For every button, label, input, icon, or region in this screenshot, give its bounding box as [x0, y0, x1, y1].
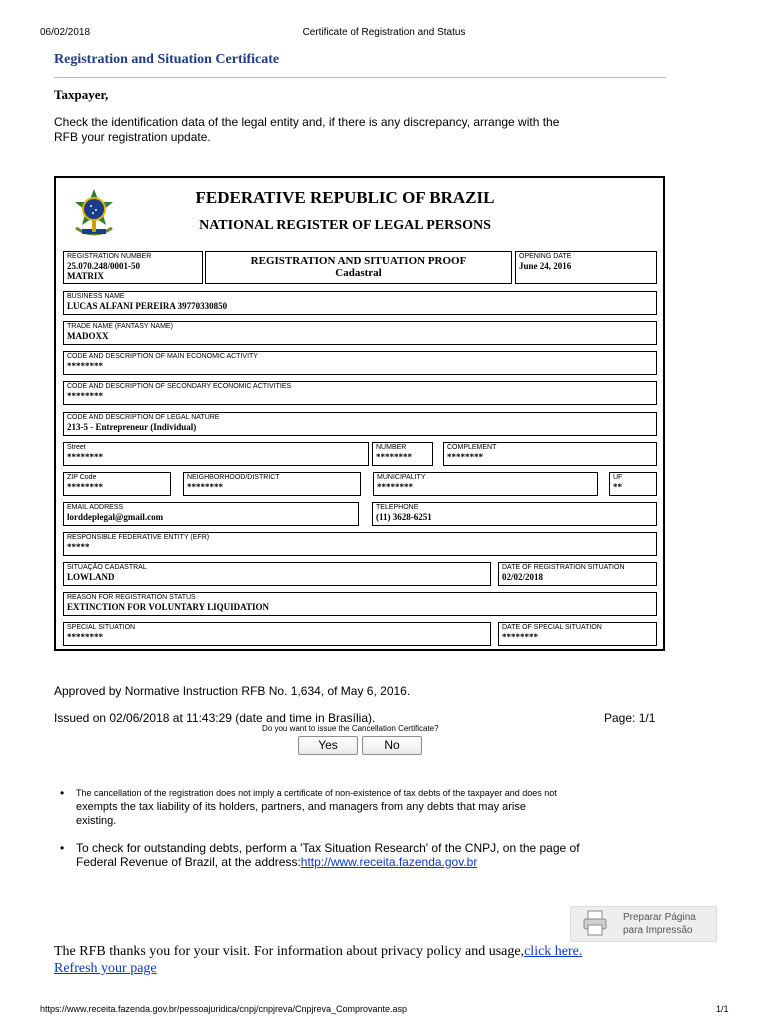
thanks-text: [54, 944, 582, 960]
field-label: TELEPHONE: [376, 504, 419, 511]
field-label: NUMBER: [376, 444, 407, 451]
number-value: ********: [376, 452, 412, 462]
privacy-link[interactable]: click here.: [524, 944, 583, 959]
reason-box: [63, 592, 657, 616]
field-label: Street: [67, 444, 86, 451]
registration-proof-box: [205, 251, 512, 284]
registration-number-box: [63, 251, 203, 284]
municipality-value: ********: [377, 482, 413, 492]
field-label: COMPLEMENT: [447, 444, 497, 451]
field-label: NEIGHBORHOOD/DISTRICT: [187, 474, 280, 481]
street-value: ********: [67, 452, 103, 462]
neighborhood-box: [183, 472, 361, 496]
main-activity-value: ********: [67, 361, 103, 371]
intro-text: [54, 115, 614, 145]
print-page-count: 1/1: [716, 1004, 729, 1014]
field-label: DATE OF SPECIAL SITUATION: [502, 624, 602, 631]
efr-value: *****: [67, 542, 90, 552]
divider: [54, 77, 666, 78]
neighborhood-value: ********: [187, 482, 223, 492]
reason-value: EXTINCTION FOR VOLUNTARY LIQUIDATION: [67, 602, 269, 612]
field-label: UF: [613, 474, 623, 481]
registration-number-value: 25.070.248/0001-50: [67, 261, 140, 271]
no-button[interactable]: No: [362, 736, 422, 755]
situation-date-value: 02/02/2018: [502, 572, 544, 582]
page-title: Registration and Situation Certificate: [54, 52, 280, 67]
email-box: [63, 502, 359, 526]
field-label: REASON FOR REGISTRATION STATUS: [67, 594, 196, 601]
field-label: CODE AND DESCRIPTION OF LEGAL NATURE: [67, 414, 220, 421]
intro-line-1: Check the identification data of the legal entity and, if there is any discrepancy, arrange with the: [54, 115, 560, 129]
note-text: Federal Revenue of Brazil, at the address:: [76, 855, 301, 869]
legal-nature-value: 213-5 - Entrepreneur (Individual): [67, 422, 197, 432]
municipality-box: [373, 472, 598, 496]
field-label: TRADE NAME (FANTASY NAME): [67, 323, 173, 330]
field-label: DATE OF REGISTRATION SITUATION: [502, 564, 625, 571]
complement-box: [443, 442, 657, 466]
trade-name-value: MADOXX: [67, 331, 109, 341]
special-situation-box: [63, 622, 491, 646]
note-line: • The cancellation of the registration does not imply a certificate of non-existence of tax debts of the taxpayer and does not: [76, 788, 557, 798]
cancellation-question: Do you want to issue the Cancellation Certificate?: [262, 724, 439, 733]
field-label: SITUAÇÃO CADASTRAL: [67, 564, 147, 571]
note-line: existing.: [76, 815, 117, 827]
approved-note: Approved by Normative Instruction RFB No. 1,634, of May 6, 2016.: [54, 684, 411, 698]
trade-name-box: [63, 321, 657, 345]
field-label: EMAIL ADDRESS: [67, 504, 124, 511]
business-name-value: LUCAS ALFANI PEREIRA 39770330850: [67, 301, 228, 311]
print-title: Certificate of Registration and Status: [302, 27, 466, 38]
print-date: 06/02/2018: [40, 27, 91, 38]
certificate-subtitle: NATIONAL REGISTER OF LEGAL PERSONS: [199, 218, 491, 233]
email-value: lorddeplegal@gmail.com: [67, 512, 164, 522]
street-box: [63, 442, 369, 466]
receita-link[interactable]: http://www.receita.fazenda.gov.br: [300, 855, 478, 869]
opening-date-value: June 24, 2016: [519, 261, 572, 271]
field-label: BUSINESS NAME: [67, 293, 125, 300]
print-label-line: para Impressão: [623, 925, 693, 936]
print-label-line: Preparar Página: [623, 912, 696, 923]
yes-button[interactable]: Yes: [298, 736, 358, 755]
field-label: REGISTRATION NUMBER: [67, 253, 152, 260]
intro-line-2: RFB your registration update.: [54, 130, 211, 144]
uf-box: [609, 472, 657, 496]
note-cancellation: [76, 786, 666, 828]
complement-value: ********: [447, 452, 483, 462]
legal-nature-box: [63, 412, 657, 436]
note-line: [76, 855, 666, 869]
telephone-value: (11) 3628-6251: [376, 512, 432, 522]
field-label: ZIP Code: [67, 474, 97, 481]
taxpayer-label: Taxpayer,: [54, 87, 109, 102]
refresh-link[interactable]: Refresh your page: [54, 961, 157, 976]
print-url: https://www.receita.fazenda.gov.br/pessoajuridica/cnpj/cnpjreva/Cnpjreva_Comprovante.asp: [40, 1004, 408, 1014]
note-debts: [76, 841, 666, 869]
field-label: MUNICIPALITY: [377, 474, 426, 481]
printer-icon: [583, 910, 607, 936]
main-activity-box: [63, 351, 657, 375]
telephone-box: [372, 502, 657, 526]
refresh-row: [54, 961, 157, 977]
special-situation-date-value: ********: [502, 632, 538, 642]
number-box: [372, 442, 433, 466]
special-situation-date-box: [498, 622, 657, 646]
proof-subtitle: Cadastral: [335, 267, 382, 279]
field-label: CODE AND DESCRIPTION OF MAIN ECONOMIC ACTIVITY: [67, 353, 258, 360]
efr-box: [63, 532, 657, 556]
registration-situation-box: [63, 562, 491, 586]
issued-note: Issued on 02/06/2018 at 11:43:29 (date and time in Brasília).: [54, 711, 376, 725]
proof-title: REGISTRATION AND SITUATION PROOF: [250, 255, 467, 267]
situation-date-box: [498, 562, 657, 586]
field-label: CODE AND DESCRIPTION OF SECONDARY ECONOMIC ACTIVITIES: [67, 383, 292, 390]
uf-value: **: [613, 482, 622, 492]
secondary-activities-value: ********: [67, 391, 103, 401]
page-number: Page: 1/1: [604, 711, 656, 725]
special-situation-value: ********: [67, 632, 103, 642]
zip-code-box: [63, 472, 171, 496]
secondary-activities-box: [63, 381, 657, 405]
brazil-coat-of-arms-icon: [68, 188, 120, 240]
field-label: RESPONSIBLE FEDERATIVE ENTITY (EFR): [67, 534, 210, 541]
note-line: • To check for outstanding debts, perform a 'Tax Situation Research' of the CNPJ, on the page of: [76, 841, 580, 855]
zip-code-value: ********: [67, 482, 103, 492]
note-line: exempts the tax liability of its holders, partners, and managers from any debts that may arise: [76, 801, 526, 813]
field-label: OPENING DATE: [519, 253, 572, 260]
print-preview-label: [623, 911, 696, 937]
thanks-message: The RFB thanks you for your visit. For information about privacy policy and usage,: [54, 944, 525, 959]
registration-situation-value: LOWLAND: [67, 572, 115, 582]
business-name-box: [63, 291, 657, 315]
opening-date-box: [515, 251, 657, 284]
registration-type-value: MATRIX: [67, 271, 104, 281]
field-label: SPECIAL SITUATION: [67, 624, 136, 631]
certificate-title: FEDERATIVE REPUBLIC OF BRAZIL: [195, 188, 495, 207]
